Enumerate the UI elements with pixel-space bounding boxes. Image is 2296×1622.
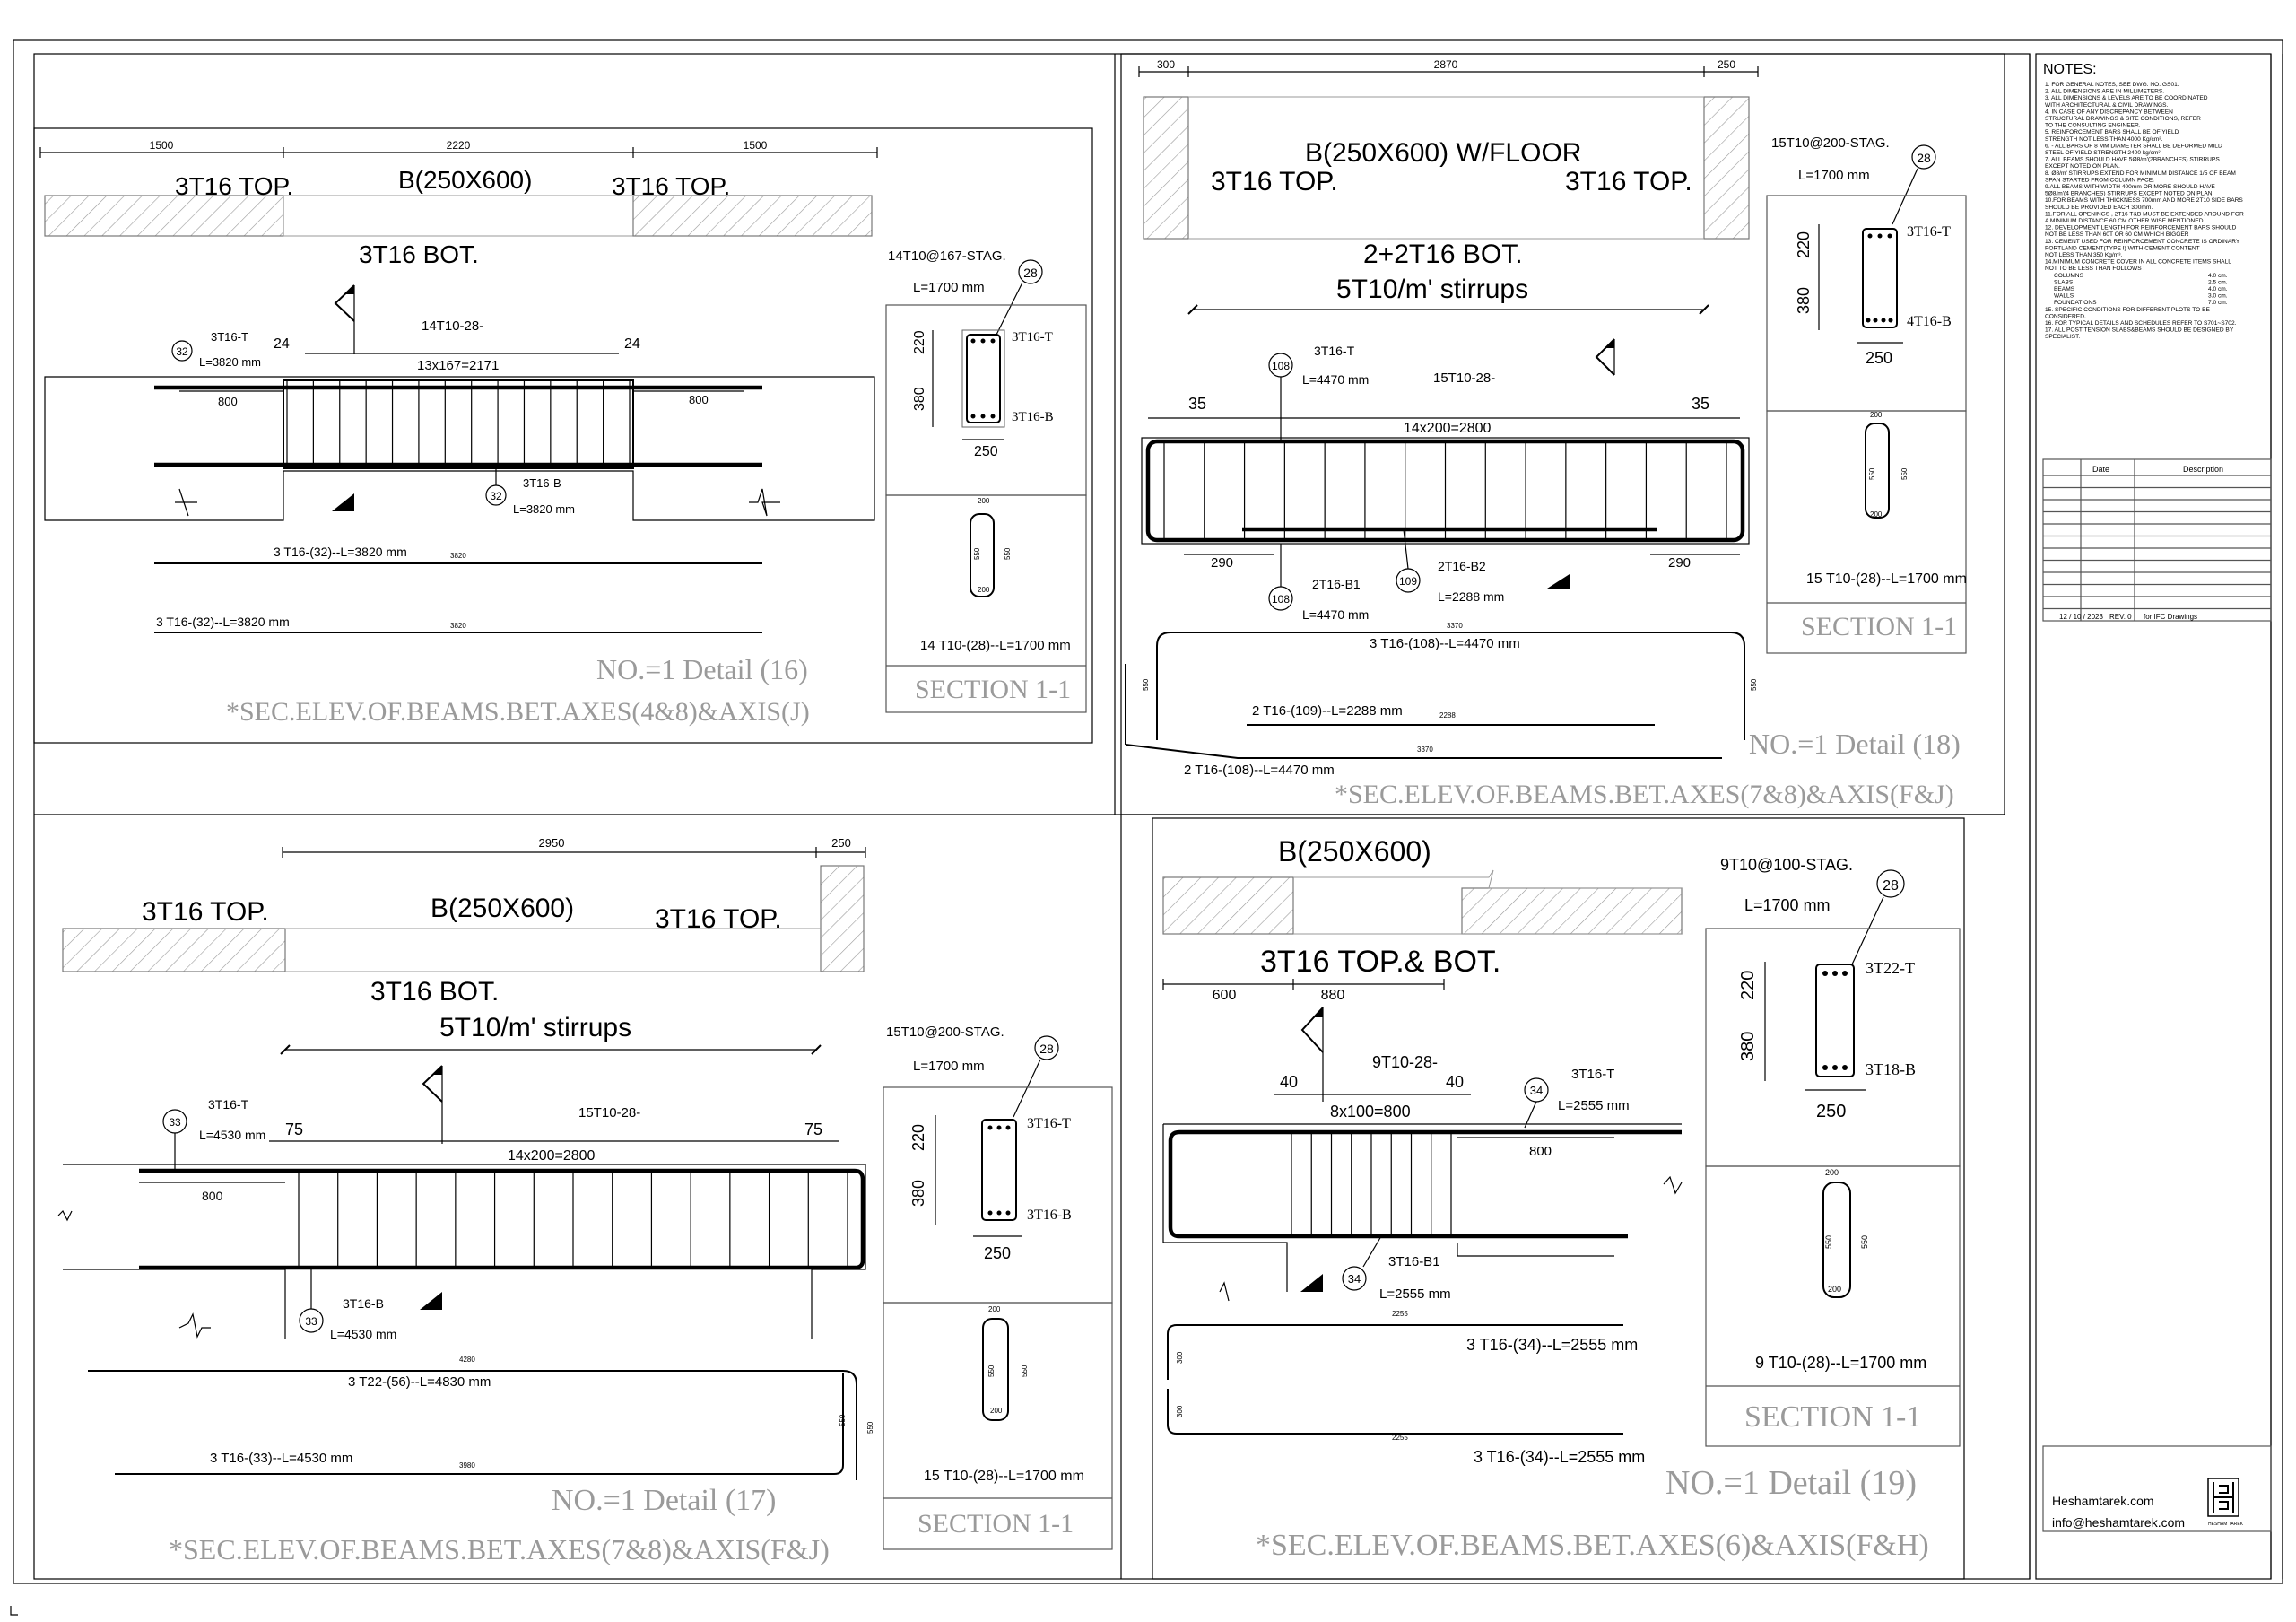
d17-sec-call: 15T10@200-STAG. — [886, 1025, 1004, 1040]
d19-bot-bar-name: 3T16-B1 — [1388, 1254, 1440, 1269]
d17-sec-len: L=1700 mm — [913, 1059, 985, 1074]
d16-stir-c: 550 — [1004, 547, 1012, 560]
d16-sec-top: 3T16-T — [1012, 330, 1053, 344]
cover-value: 4.0 cm. — [2208, 286, 2228, 292]
d17-anchor-left: 800 — [202, 1189, 223, 1203]
d18-stir-d: 200 — [1870, 510, 1883, 519]
d18-bot1-mark: 108 — [1271, 593, 1291, 606]
note-line: NOT TO BE LESS THAN FOLLOWS : — [2045, 266, 2145, 273]
d16-top-left: 3T16 TOP. — [175, 172, 294, 200]
d19-stirrup-dim: 8x100=800 — [1330, 1103, 1411, 1121]
cover-item: BEAMS — [2054, 286, 2075, 292]
d19-section-cut-icon — [1302, 1007, 1323, 1102]
d16-stirrup-dim: 13x167=2171 — [417, 358, 500, 373]
d16-bot-mark: 32 — [490, 490, 502, 502]
d17-sec-mark: 28 — [1039, 1042, 1054, 1056]
note-line: EXCEPT NOTED ON PLAN. — [2045, 163, 2120, 170]
notes-heading: NOTES: — [2043, 62, 2097, 77]
cover-value: 3.0 cm. — [2208, 292, 2228, 300]
d19-sec-top: 3T22-T — [1866, 959, 1915, 977]
d16-bot-bar-name: 3T16-B — [523, 476, 561, 490]
d17-stirrup-set — [299, 1171, 848, 1268]
d18-bot2-name: 2T16-B2 — [1438, 559, 1486, 573]
d19-top-mark: 34 — [1529, 1084, 1544, 1097]
d18-sched2: 2 T16-(109)--L=2288 mm — [1252, 703, 1403, 719]
d17-sched-top-len: 4280 — [459, 1356, 475, 1364]
d17-dim-2: 250 — [831, 836, 851, 850]
d18-end-left: 35 — [1188, 395, 1207, 413]
d18-top-bar-name: 3T16-T — [1314, 344, 1355, 358]
brand-logo-text: HESHAM TAREK — [2208, 1522, 2243, 1527]
d19-top-bar-name: 3T16-T — [1571, 1067, 1615, 1082]
d18-beam-label: B(250X600) W/FLOOR — [1305, 138, 1582, 168]
d19-detail-no: NO.=1 Detail (19) — [1665, 1464, 1917, 1502]
d16-top-right: 3T16 TOP. — [612, 172, 731, 200]
d19-stir-c: 550 — [1860, 1234, 1869, 1249]
d16-bot-label: 3T16 BOT. — [359, 240, 479, 268]
d18-sched2-len: 2288 — [1439, 711, 1456, 719]
d17-top-right: 3T16 TOP. — [655, 904, 782, 934]
d16-sec-len: L=1700 mm — [913, 280, 985, 295]
d19-top-bot: 3T16 TOP.& BOT. — [1260, 945, 1501, 979]
d19-stirrup-set — [1292, 1132, 1451, 1236]
d18-stirrups: 5T10/m' stirrups — [1336, 275, 1529, 304]
d16-dim-2: 2220 — [446, 139, 471, 152]
notes-list — [2045, 82, 2244, 340]
d18-dim-3: 250 — [1717, 58, 1736, 71]
d18-sched3: 2 T16-(108)--L=4470 mm — [1184, 763, 1335, 778]
d18-section-cut-icon — [1596, 339, 1614, 375]
d18-stir-sched: 15 T10-(28)--L=1700 mm — [1806, 571, 1967, 587]
d17-sec-bot: 3T16-B — [1027, 1208, 1072, 1223]
d17-detail-no: NO.=1 Detail (17) — [552, 1484, 777, 1517]
d18-sec-h2: 380 — [1795, 286, 1813, 314]
d19-stir-d: 200 — [1828, 1285, 1842, 1294]
d16-sched2-len: 3820 — [450, 622, 466, 630]
d16-bot-bar-len: L=3820 mm — [513, 502, 576, 516]
d16-sec-bot: 3T16-B — [1012, 410, 1054, 424]
d17-top-mark: 33 — [169, 1116, 181, 1129]
brand-website: Heshamtarek.com — [2052, 1494, 2154, 1508]
d16-detail-no: NO.=1 Detail (16) — [596, 653, 808, 685]
note-line: 6. - ALL BARS OF 8 MM DIAMETER SHALL BE DEFORMED MILD — [2045, 143, 2222, 150]
d17-sec-w: 250 — [984, 1244, 1012, 1262]
d18-bot-label: 2+2T16 BOT. — [1363, 240, 1523, 269]
d18-anchor-right: 290 — [1668, 555, 1692, 571]
d18-sec-h1: 220 — [1795, 231, 1813, 258]
note-line: 12. DEVELOPMENT LENGTH FOR REINFORCEMENT BARS SHOULD — [2045, 224, 2237, 231]
d17-stirrups: 5T10/m' stirrups — [439, 1013, 632, 1042]
d19-sec-call: 9T10@100-STAG. — [1720, 856, 1853, 874]
d19-dim-1: 600 — [1212, 988, 1237, 1003]
d17-bot-label: 3T16 BOT. — [370, 977, 500, 1007]
d17-beam-label: B(250X600) — [430, 894, 575, 923]
d17-end-right: 75 — [804, 1121, 823, 1138]
note-line: STRUCTURAL DRAWINGS & SITE CONDITIONS, REFER — [2045, 116, 2201, 122]
revision-col-desc: Description — [2183, 465, 2224, 474]
brand-logo-icon — [2208, 1478, 2244, 1527]
note-line: STRENGTH NOT LESS THAN 4000 Kg/cm². — [2045, 135, 2163, 143]
d19-beam-label: B(250X600) — [1278, 835, 1431, 868]
d18-side2: 550 — [1750, 678, 1758, 691]
d18-stir-c: 550 — [1900, 467, 1909, 480]
d16-stir-a: 200 — [978, 497, 990, 505]
cover-item: WALLS — [2054, 292, 2074, 300]
note-line: 9.ALL BEAMS WITH WIDTH 400mm OR MORE SHOULD HAVE — [2045, 184, 2215, 190]
d16-sec-h1: 220 — [912, 330, 927, 354]
d19-end-left: 40 — [1280, 1073, 1299, 1091]
d16-top-bar-name: 3T16-T — [211, 330, 248, 344]
revision-date: 12 / 10 / 2023 — [2059, 613, 2103, 621]
note-line: 2. ALL DIMENSIONS ARE IN MILLIMETERS. — [2045, 88, 2165, 95]
note-line: PORTLAND CEMENT(TYPE I) WITH CEMENT CONTENT — [2045, 245, 2200, 252]
d16-dim-3: 1500 — [743, 139, 768, 152]
note-line: 14.MINIMUM CONCRETE COVER IN ALL CONCRETE ITEMS SHALL — [2045, 258, 2231, 266]
d17-end-left: 75 — [285, 1121, 304, 1138]
d18-top-left: 3T16 TOP. — [1211, 167, 1338, 196]
d18-top-right: 3T16 TOP. — [1565, 167, 1692, 196]
d16-top-bar-len: L=3820 mm — [199, 355, 262, 369]
d16-anchor-right: 800 — [689, 393, 709, 406]
d19-anchor: 800 — [1529, 1144, 1552, 1159]
d17-sec-h2: 380 — [909, 1179, 927, 1207]
d18-sec-title: SECTION 1-1 — [1801, 612, 1958, 641]
d18-sec-top: 3T16-T — [1907, 224, 1951, 240]
note-line: 15. SPECIFIC CONDITIONS FOR DIFFERENT PLOTS TO BE — [2045, 306, 2210, 313]
d17-sched2-len: 3980 — [459, 1461, 475, 1469]
d16-end-left: 24 — [274, 336, 290, 352]
d16-sec-h2: 380 — [912, 387, 927, 411]
d18-stirrup-dim: 14x200=2800 — [1404, 421, 1492, 436]
d19-bot-bar-len: L=2555 mm — [1379, 1286, 1451, 1302]
note-line: SPECIALIST. — [2045, 334, 2081, 341]
d19-end-right: 40 — [1446, 1073, 1465, 1091]
d19-sec-w: 250 — [1816, 1102, 1847, 1121]
detail-19 — [1152, 818, 1964, 1579]
d17-sec-top: 3T16-T — [1027, 1116, 1071, 1131]
d18-anchor-left: 290 — [1211, 555, 1234, 571]
d16-section-cut-icon — [335, 285, 354, 354]
d18-stirrup-set — [1164, 443, 1726, 538]
detail-17 — [58, 836, 1112, 1565]
d18-dim-1: 300 — [1156, 58, 1176, 71]
d18-sched-top-len: 3370 — [1447, 622, 1463, 630]
d16-dim-1: 1500 — [149, 139, 174, 152]
d19-sec-len: L=1700 mm — [1744, 896, 1831, 914]
d17-stir-a: 200 — [988, 1305, 1001, 1313]
d17-side1: 550 — [839, 1414, 847, 1426]
d19-sec-h2: 380 — [1738, 1031, 1758, 1061]
brand-block — [2043, 1446, 2271, 1531]
d19-bot-mark: 34 — [1347, 1272, 1361, 1286]
d16-stir-b: 550 — [973, 547, 981, 560]
d16-sched1-len: 3820 — [450, 552, 466, 560]
d18-sec-len: L=1700 mm — [1798, 168, 1870, 183]
note-line: SHOULD BE PROVIDED EACH 300mm. — [2045, 204, 2153, 211]
d17-stir-b: 550 — [987, 1365, 996, 1377]
d17-sched2: 3 T16-(33)--L=4530 mm — [210, 1451, 353, 1466]
note-line: 11.FOR ALL OPENINGS , 2T16 T&B MUST BE EXTENDED AROUND FOR — [2045, 211, 2244, 218]
d16-beam-label: B(250X600) — [398, 166, 533, 194]
cover-item: FOUNDATIONS — [2054, 300, 2097, 307]
d17-section-cut-icon — [423, 1066, 442, 1144]
d16-title: *SEC.ELEV.OF.BEAMS.BET.AXES(4&8)&AXIS(J) — [226, 697, 810, 727]
d18-sec-bot: 4T16-B — [1907, 314, 1952, 329]
d16-stirrup-call: 14T10-28- — [422, 318, 484, 334]
brand-email: info@heshamtarek.com — [2052, 1515, 2186, 1530]
d19-stir-a: 200 — [1825, 1168, 1839, 1177]
d19-stir-sched: 9 T10-(28)--L=1700 mm — [1755, 1354, 1927, 1372]
notes-panel — [2043, 62, 2244, 340]
d18-stir-a: 200 — [1870, 411, 1883, 419]
d19-sec-h1: 220 — [1738, 970, 1758, 1000]
d17-stir-c: 550 — [1021, 1365, 1029, 1377]
revision-description: for IFC Drawings — [2144, 613, 2198, 621]
note-line: 13. CEMENT USED FOR REINFORCEMENT CONCRETE IS ORDINARY — [2045, 238, 2240, 245]
d17-sec-title: SECTION 1-1 — [918, 1509, 1074, 1539]
d19-side1: 300 — [1176, 1351, 1184, 1364]
d18-sec-mark: 28 — [1917, 151, 1931, 165]
sheet-border — [13, 40, 2283, 1583]
d18-top-mark: 108 — [1271, 360, 1291, 372]
note-line: 10.FOR BEAMS WITH THICKNESS 700mm AND MORE 2T10 SIDE BARS — [2045, 197, 2243, 205]
d17-bot-bar-len: L=4530 mm — [330, 1327, 397, 1341]
d19-top-bar-len: L=2555 mm — [1558, 1098, 1630, 1113]
d17-dim-1: 2950 — [538, 836, 565, 850]
note-line: 8. Ø8/m' STIRRUPS EXTEND FOR MINIMUM DISTANCE 1/5 OF BEAM — [2045, 170, 2236, 177]
note-line: 3. ALL DIMENSIONS & LEVELS ARE TO BE COORDINATED — [2045, 95, 2208, 102]
d18-bot1-name: 2T16-B1 — [1312, 577, 1361, 591]
d17-stirrup-dim: 14x200=2800 — [508, 1148, 596, 1164]
d18-bot1-len: L=4470 mm — [1302, 607, 1370, 622]
d17-sched1: 3 T22-(56)--L=4830 mm — [348, 1374, 491, 1390]
note-line: 5Ø8/m'(4 BRANCHES) STIRRUPS EXCEPT NOTED ON PLAN. — [2045, 190, 2214, 197]
d17-side2: 550 — [866, 1421, 874, 1434]
d19-sched1: 3 T16-(34)--L=2555 mm — [1466, 1336, 1639, 1354]
d18-side1: 550 — [1142, 678, 1150, 691]
d16-top-mark: 32 — [176, 345, 188, 358]
cover-value: 2.5 cm. — [2208, 279, 2228, 286]
d17-stir-d: 200 — [990, 1407, 1003, 1415]
note-line: NOT LESS THAN 350 Kg/m³. — [2045, 252, 2123, 258]
d19-dim-2: 880 — [1320, 988, 1345, 1003]
d16-stir-d: 200 — [978, 586, 990, 594]
d16-sec-w: 250 — [974, 444, 998, 459]
d19-stirrup-call: 9T10-28- — [1372, 1053, 1439, 1071]
detail-18 — [1121, 54, 2005, 815]
d16-stirrup-set — [287, 380, 630, 468]
d16-stir-sched: 14 T10-(28)--L=1700 mm — [920, 638, 1071, 653]
note-line: STEEL OF YIELD STRENGTH 2400 kg/cm². — [2045, 150, 2162, 156]
cover-item: COLUMNS — [2054, 272, 2083, 279]
d19-sec-title: SECTION 1-1 — [1744, 1400, 1922, 1434]
note-line: 17. ALL POST TENSION SLABS&BEAMS SHOULD BE DESIGNED BY — [2045, 327, 2234, 334]
d18-title: *SEC.ELEV.OF.BEAMS.BET.AXES(7&8)&AXIS(F&J) — [1335, 780, 1954, 809]
d18-stirrup-call: 15T10-28- — [1433, 371, 1496, 386]
d18-detail-no: NO.=1 Detail (18) — [1749, 728, 1961, 760]
d19-sched1-len: 2255 — [1392, 1310, 1408, 1318]
d18-bot2-len: L=2288 mm — [1438, 589, 1505, 604]
cover-item: SLABS — [2054, 279, 2074, 286]
revision-table — [2043, 459, 2271, 621]
revision-number: REV. 0 — [2109, 613, 2132, 621]
d18-dim-2: 2870 — [1433, 58, 1458, 71]
d17-top-bar-name: 3T16-T — [208, 1097, 249, 1112]
d16-anchor-left: 800 — [218, 395, 238, 408]
frame-corner-mark — [11, 1606, 18, 1615]
d18-top-bar-len: L=4470 mm — [1302, 372, 1370, 387]
d19-side2: 300 — [1176, 1405, 1184, 1417]
d16-sched2: 3 T16-(32)--L=3820 mm — [156, 615, 290, 629]
cover-value: 7.0 cm. — [2208, 300, 2228, 307]
note-line: 5. REINFORCEMENT BARS SHALL BE OF YIELD — [2045, 129, 2179, 136]
detail-16 — [34, 128, 1092, 743]
note-line: SPAN STARTED FROM COLUMN FACE. — [2045, 177, 2154, 184]
note-line: TO THE CONSULTING ENGINEER. — [2045, 122, 2141, 129]
d18-sched3-len: 3370 — [1417, 746, 1433, 754]
note-line: A MINIMUM DISTANCE 60 CM OTHER WISE MENTIONED. — [2045, 218, 2205, 224]
d17-top-left: 3T16 TOP. — [142, 897, 269, 927]
d16-end-right: 24 — [624, 336, 640, 352]
d17-stirrup-call: 15T10-28- — [578, 1105, 641, 1121]
d19-sched2: 3 T16-(34)--L=2555 mm — [1474, 1448, 1646, 1466]
note-line: NOT BE LESS THAN 60T OR 60 CM WHICH BIGGER — [2045, 231, 2189, 239]
cover-value: 4.0 cm. — [2208, 272, 2228, 279]
d19-sec-mark: 28 — [1883, 878, 1899, 894]
note-line: CONSIDERED. — [2045, 313, 2086, 320]
d17-bot-mark: 33 — [305, 1315, 317, 1328]
d19-stir-b: 550 — [1824, 1234, 1833, 1249]
d17-stir-sched: 15 T10-(28)--L=1700 mm — [924, 1469, 1084, 1484]
d16-sec-call: 14T10@167-STAG. — [888, 249, 1006, 264]
note-line: 7. ALL BEAMS SHOULD HAVE 5Ø8/m'(2BRANCHES) STIRRUPS — [2045, 156, 2220, 163]
d19-sched2-len: 2255 — [1392, 1434, 1408, 1442]
d18-bot2-mark: 109 — [1398, 575, 1418, 588]
d17-sec-h1: 220 — [909, 1123, 927, 1151]
d18-sec-w: 250 — [1866, 349, 1893, 367]
d18-stir-b: 550 — [1868, 467, 1876, 480]
d16-sched1: 3 T16-(32)--L=3820 mm — [274, 545, 407, 559]
d18-sec-call: 15T10@200-STAG. — [1771, 135, 1890, 151]
drawing-area-border — [34, 54, 2030, 1579]
d19-title: *SEC.ELEV.OF.BEAMS.BET.AXES(6)&AXIS(F&H) — [1256, 1529, 1929, 1562]
note-line: WITH ARCHITECTURAL & CIVIL DRAWINGS. — [2045, 101, 2169, 109]
note-line: 16. FOR TYPICAL DETAILS AND SCHEDULES REFER TO S701~S702. — [2045, 320, 2237, 327]
d16-sec-title: SECTION 1-1 — [915, 675, 1072, 704]
revision-col-date: Date — [2092, 465, 2110, 474]
d17-top-bar-len: L=4530 mm — [199, 1128, 266, 1142]
note-line: 1. FOR GENERAL NOTES, SEE DWG. NO. GS01. — [2045, 82, 2179, 88]
d16-sec-mark: 28 — [1023, 266, 1038, 280]
d18-sched1: 3 T16-(108)--L=4470 mm — [1370, 636, 1520, 651]
d17-title: *SEC.ELEV.OF.BEAMS.BET.AXES(7&8)&AXIS(F&J) — [169, 1533, 830, 1565]
d17-bot-bar-name: 3T16-B — [343, 1296, 384, 1311]
note-line: 4. IN CASE OF ANY DISCREPANCY BETWEEN — [2045, 109, 2173, 116]
d19-sec-bot: 3T18-B — [1866, 1060, 1916, 1078]
d18-end-right: 35 — [1692, 395, 1710, 413]
